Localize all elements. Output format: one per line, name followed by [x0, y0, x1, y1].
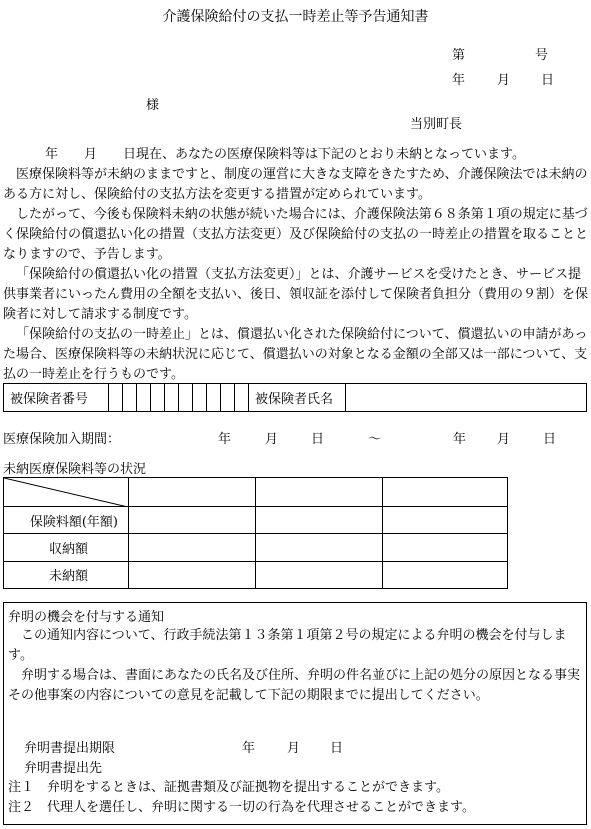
- arrears-row-label-paid: 収納額: [4, 534, 129, 561]
- deadline-month: 月: [287, 741, 301, 756]
- addressee-suffix: 様: [146, 98, 160, 113]
- arrears-cell[interactable]: [256, 507, 383, 534]
- deadline-year: 年: [242, 741, 256, 756]
- notice-paragraph-1: この通知内容について、行政手続法第１３条第１項第２号の規定による弁明の機会を付与します。: [8, 628, 567, 663]
- body-text: [3, 145, 588, 385]
- arrears-corner-cell: [4, 478, 129, 507]
- body-month: 月: [84, 147, 98, 162]
- period-to-month: 月: [497, 432, 511, 447]
- arrears-cell[interactable]: [383, 534, 508, 561]
- document-title: 介護保険給付の支払一時差止等予告通知書: [162, 9, 429, 25]
- period-to-year: 年: [453, 432, 467, 447]
- insured-name-label: 被保険者氏名: [249, 384, 346, 412]
- body-paragraph-4: 「保険給付の償還払い化の措置（支払方法変更）」とは、介護サービスを受けたとき、サービス提供事業者にいったん費用の全額を支払い、後日、領収証を添付して保険者負担分（費用の９割）を保険者に対して請求する制度です。: [3, 267, 589, 322]
- note-2: 注２ 代理人を選任し、弁明に関する一切の行為を代理させることができます。: [8, 800, 475, 815]
- arrears-cell[interactable]: [129, 561, 256, 588]
- arrears-column-cell[interactable]: [129, 478, 256, 507]
- body-paragraph-5: 「保険給付の支払の一時差止」とは、償還払い化された保険給付について、償還払いの申請があった場合、医療保険料等の未納状況に応じて、償還払いの対象となる金額の全部又は一部について、支払の一時差止を行うものです。: [3, 327, 588, 382]
- body-paragraph-1: [3, 145, 588, 165]
- body-year: 年: [45, 147, 59, 162]
- arrears-cell[interactable]: [129, 507, 256, 534]
- insured-number-digit[interactable]: [179, 384, 193, 412]
- date-day: 日: [541, 73, 555, 88]
- period-to-day: 日: [543, 432, 557, 447]
- arrears-cell[interactable]: [256, 534, 383, 561]
- body-date-text: 日現在、あなたの医療保険料等は下記のとおり未納となっています。: [123, 147, 525, 162]
- destination-label: 弁明書提出先: [24, 761, 103, 776]
- period-tilde: ～: [368, 432, 382, 447]
- insured-number-digit[interactable]: [109, 384, 123, 412]
- notice-body: [8, 626, 582, 706]
- insured-number-digit[interactable]: [235, 384, 249, 412]
- period-from-month: 月: [265, 432, 279, 447]
- insured-table: [3, 383, 587, 412]
- arrears-row-label-unpaid: 未納額: [4, 561, 129, 588]
- arrears-column-cell[interactable]: [383, 478, 508, 507]
- deadline-day: 日: [330, 741, 344, 756]
- date-year: 年: [452, 73, 466, 88]
- deadline-label: 弁明書提出期限: [24, 741, 116, 756]
- notice-paragraph-2: 弁明する場合は、書面にあなたの氏名及び住所、弁明の件名並びに上記の処分の原因となる事実その他事案の内容についての意見を記載して下記の期限までに提出してください。: [8, 668, 581, 703]
- hearing-notice-box: [3, 602, 587, 825]
- body-paragraph-2: 医療保険料等が未納のままですと、制度の運営に大きな支障をきたすため、介護保険法では未納のある方に対し、保険給付の支払方法を変更する措置が定められています。: [3, 167, 588, 202]
- insured-number-digit[interactable]: [221, 384, 235, 412]
- arrears-cell[interactable]: [129, 534, 256, 561]
- insured-number-digit[interactable]: [207, 384, 221, 412]
- arrears-column-cell[interactable]: [256, 478, 383, 507]
- insured-name-field[interactable]: [346, 384, 587, 412]
- date-month: 月: [497, 73, 511, 88]
- arrears-heading: 未納医療保険料等の状況: [3, 462, 147, 477]
- arrears-row-label-premium: 保険料額(年額): [4, 507, 129, 534]
- notice-heading: 弁明の機会を付与する通知: [8, 610, 165, 625]
- number-dai: 第: [452, 48, 466, 63]
- insured-number-label: 被保険者番号: [4, 384, 109, 412]
- arrears-cell[interactable]: [383, 507, 508, 534]
- insured-number-digit[interactable]: [165, 384, 179, 412]
- arrears-cell[interactable]: [383, 561, 508, 588]
- arrears-cell[interactable]: [256, 561, 383, 588]
- insured-number-digit[interactable]: [193, 384, 207, 412]
- period-label: 医療保険加入期間：: [3, 432, 121, 447]
- insured-number-digit[interactable]: [137, 384, 151, 412]
- arrears-table: [3, 477, 508, 589]
- body-paragraph-3: したがって、今後も保険料未納の状態が続いた場合には、介護保険法第６８条第１項の規定に基づく保険給付の償還払い化の措置（支払方法変更）及び保険給付の支払の一時差止の措置を取ることとなりますので、予告します。: [3, 207, 589, 262]
- number-gou: 号: [535, 48, 549, 63]
- insured-number-digit[interactable]: [123, 384, 137, 412]
- issuer: 当別町長: [410, 117, 463, 132]
- insured-number-digit[interactable]: [151, 384, 165, 412]
- period-from-year: 年: [218, 432, 232, 447]
- period-from-day: 日: [311, 432, 325, 447]
- note-1: 注１ 弁明をするときは、証拠書類及び証拠物を提出することができます。: [8, 780, 449, 795]
- diagonal-line: [4, 478, 128, 507]
